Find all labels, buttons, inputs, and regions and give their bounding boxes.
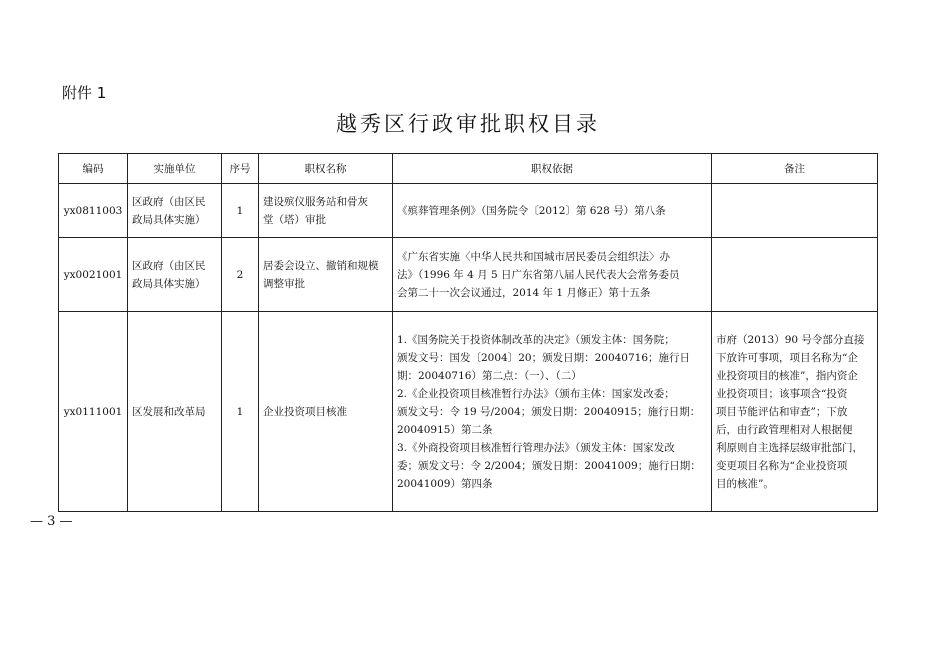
- cell-basis: 《广东省实施〈中华人民共和国城市居民委员会组织法〉办 法》（1996 年 4 月 5 日广东省第八届人民代表大会常务委员 会第二十一次会议通过，2014 年 1 月修正）第十五条: [393, 238, 712, 312]
- header-seq: 序号: [222, 154, 259, 184]
- cell-code: yx0811003: [59, 184, 128, 238]
- header-unit: 实施单位: [128, 154, 222, 184]
- document-title: 越秀区行政审批职权目录: [336, 112, 600, 136]
- cell-remark: [712, 184, 878, 238]
- cell-seq: 1: [222, 312, 259, 512]
- table-row: [59, 184, 878, 238]
- table-header-row: [59, 154, 878, 184]
- cell-seq: 2: [222, 238, 259, 312]
- cell-name: 建设殡仪服务站和骨灰 堂（塔）审批: [259, 184, 393, 238]
- cell-unit: 区政府（由区民 政局具体实施）: [128, 184, 222, 238]
- cell-code: yx0021001: [59, 238, 128, 312]
- attachment-label: 附件 1: [62, 84, 107, 102]
- cell-basis: 1.《国务院关于投资体制改革的决定》（颁发主体：国务院； 颁发文号：国发〔2004〕20；颁发日期：20040716；施行日 期：20040716）第二点：（一）、（二） 2.《企业投资项目核准暂行办法》（颁布主体：国家发改委； 颁发文号：令 19 号/2004；颁发日期：20040915；施行日期： 20040915）第二条 3.《外商投资项目核准暂行管理办法》（颁发主体：国家发改 委；颁发文号：令 2/2004；颁发日期：20041009；施行日期： 20041009）第四条: [393, 312, 712, 512]
- cell-name: 企业投资项目核准: [259, 312, 393, 512]
- cell-unit: 区政府（由区民 政局具体实施）: [128, 238, 222, 312]
- header-code: 编码: [59, 154, 128, 184]
- header-name: 职权名称: [259, 154, 393, 184]
- cell-name: 居委会设立、撤销和规模 调整审批: [259, 238, 393, 312]
- cell-remark: 市府（2013）90 号令部分直接 下放许可事项，项目名称为“企 业投资项目的核准”，指内资企 业投资项目；该事项含“投资 项目节能评估和审查”；下放 后，由行政管理相对人根据便 利原则自主选择层级审批部门， 变更项目名称为“企业投资项 目的核准”。: [712, 312, 878, 512]
- cell-unit: 区发展和改革局: [128, 312, 222, 512]
- page-number: — 3 —: [30, 514, 73, 529]
- table-row: [59, 238, 878, 312]
- cell-remark: [712, 238, 878, 312]
- table-row: [59, 312, 878, 512]
- cell-code: yx0111001: [59, 312, 128, 512]
- header-remark: 备注: [712, 154, 878, 184]
- cell-basis: 《殡葬管理条例》（国务院令〔2012〕第 628 号）第八条: [393, 184, 712, 238]
- authority-table: [58, 153, 878, 512]
- cell-seq: 1: [222, 184, 259, 238]
- header-basis: 职权依据: [393, 154, 712, 184]
